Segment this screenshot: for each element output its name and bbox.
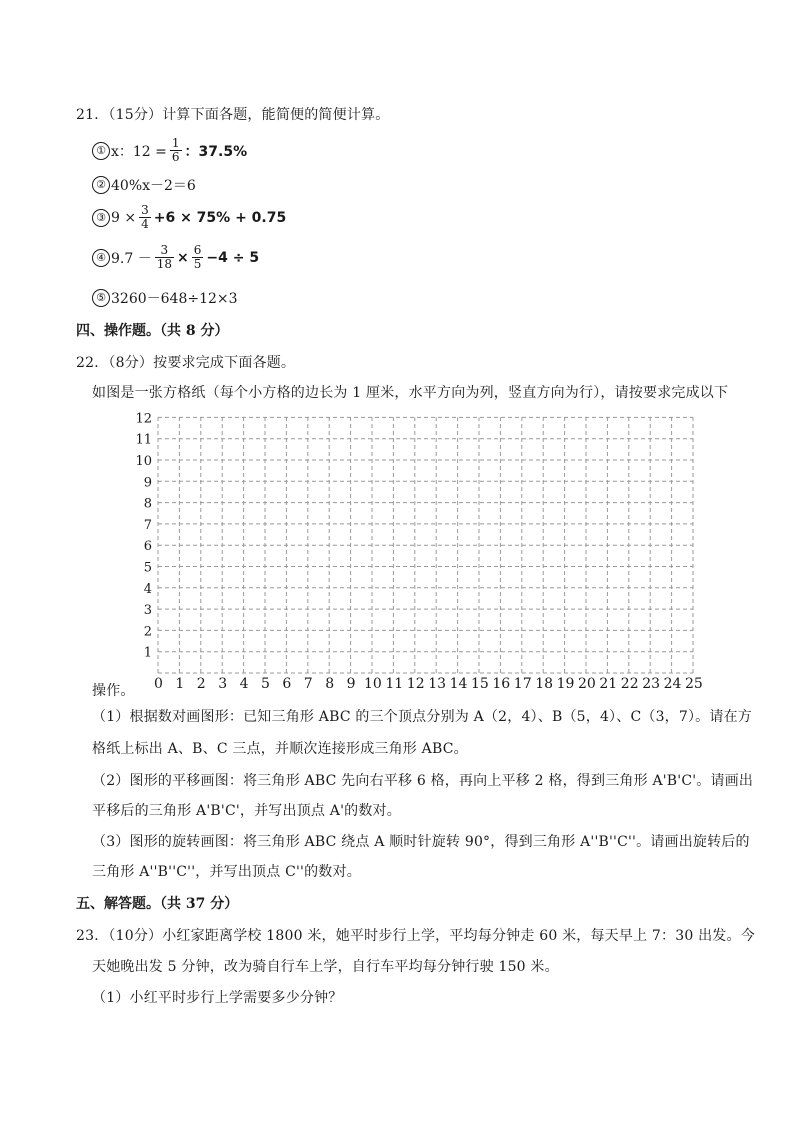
q22-part1-line1: （1）根据数对画图形：已知三角形 ABC 的三个顶点分别为 A（2，4）、B（5，4）、C（3，7）。请在方: [92, 709, 752, 725]
y-tick-label: 4: [143, 581, 152, 597]
x-tick-label: 16: [492, 676, 511, 692]
x-tick-label: 9: [346, 676, 356, 692]
frac-denominator: 4: [141, 217, 149, 231]
q23-line1: 23．（10分）小红家距离学校 1800 米，她平时步行上学，平均每分钟走 60 米，每天早上 7：30 出发。今: [76, 928, 755, 944]
expr-pre: x：12 =: [111, 143, 167, 160]
expr-text: 40%x－2＝6: [111, 178, 196, 194]
q22-part2-line1: （2）图形的平移画图：将三角形 ABC 先向右平移 6 格，再向上平移 2 格，得到三角形 A'B'C'。请画出: [92, 773, 754, 789]
x-tick-label: 13: [428, 676, 447, 692]
q23-subquestion-1: （1）小红平时步行上学需要多少分钟？: [92, 990, 343, 1006]
circled-number: ③: [92, 209, 110, 227]
expr-post: ：37.5%: [184, 143, 248, 160]
circled-number: ②: [92, 176, 110, 194]
frac-numerator: 3: [141, 203, 149, 217]
expr-post: −4 ÷ 5: [206, 249, 260, 266]
section-heading-5: 五、解答题。（共 37 分）: [76, 896, 239, 912]
y-tick-label: 10: [135, 454, 152, 469]
x-tick-label: 7: [303, 676, 313, 692]
fraction: [192, 244, 204, 271]
x-tick-label: 23: [642, 676, 661, 692]
q22-intro: 如图是一张方格纸（每个小方格的边长为 1 厘米，水平方向为列，竖直方向为行），请按要求完成以下: [92, 385, 729, 401]
fraction: [139, 204, 151, 231]
fraction: [170, 137, 182, 164]
y-tick-label: 3: [143, 603, 152, 619]
x-tick-label: 21: [599, 676, 618, 692]
q21-item-4: [92, 244, 259, 271]
x-tick-label: 4: [239, 676, 249, 692]
frac-denominator: 5: [193, 257, 202, 271]
expr-pre: 9.7 －: [111, 250, 152, 267]
expr-mid: ×: [177, 249, 189, 266]
y-tick-label: 2: [143, 624, 152, 640]
x-tick-label: 10: [364, 676, 382, 692]
frac-numerator: 3: [160, 243, 169, 257]
q21-item-2: [92, 175, 196, 195]
frac-numerator: 6: [193, 243, 202, 257]
x-tick-label: 12: [406, 676, 425, 692]
x-tick-label: 3: [218, 676, 228, 692]
q21-item-1: [92, 137, 247, 164]
x-tick-label: 6: [282, 676, 292, 692]
q23-line2: 天她晚出发 5 分钟，改为骑自行车上学，自行车平均每分钟行驶 150 米。: [92, 959, 559, 975]
x-tick-label: 14: [449, 676, 468, 692]
coordinate-grid: [130, 405, 700, 675]
circled-number: ④: [92, 249, 110, 267]
q22-part1-line2: 格纸上标出 A、B、C 三点，并顺次连接形成三角形 ABC。: [92, 741, 468, 757]
x-tick-label: 2: [196, 676, 206, 692]
expr-post: +6 × 75% + 0.75: [153, 209, 287, 226]
frac-denominator: 18: [156, 257, 172, 271]
q22-intro-trail: 操作。: [92, 683, 135, 699]
q21-heading: 21．（15分）计算下面各题，能简便的简便计算。: [76, 107, 390, 123]
x-tick-label: 15: [471, 676, 489, 692]
expr-text: 3260－648÷12×3: [111, 291, 238, 307]
frac-denominator: 6: [171, 150, 180, 164]
x-tick-label: 1: [175, 676, 185, 692]
x-tick-label: 20: [578, 676, 596, 692]
q21-item-5: [92, 288, 238, 308]
x-tick-label: 17: [513, 676, 532, 692]
q22-part3-line2: 三角形 A''B''C''，并写出顶点 C''的数对。: [92, 864, 361, 880]
y-tick-label: 11: [135, 432, 152, 448]
y-tick-label: 7: [143, 517, 152, 533]
fraction: [155, 244, 174, 271]
x-tick-label: 0: [154, 676, 163, 692]
y-tick-label: 1: [143, 645, 152, 661]
x-tick-label: 24: [663, 676, 682, 692]
y-tick-label: 5: [143, 560, 152, 576]
y-tick-label: 6: [143, 539, 152, 555]
x-tick-label: 25: [685, 676, 703, 692]
circled-number: ①: [92, 142, 110, 160]
y-tick-label: 12: [135, 411, 152, 427]
section-heading-4: 四、操作题。（共 8 分）: [76, 323, 229, 339]
frac-numerator: 1: [171, 136, 180, 150]
q22-heading: 22．（8分）按要求完成下面各题。: [76, 355, 296, 371]
q22-part3-line1: （3）图形的旋转画图：将三角形 ABC 绕点 A 顺时针旋转 90°，得到三角形 A''B''C''。请画出旋转后的: [92, 834, 750, 850]
q22-part2-line2: 平移后的三角形 A'B'C'，并写出顶点 A'的数对。: [92, 803, 401, 819]
x-tick-label: 8: [325, 676, 335, 692]
circled-number: ⑤: [92, 289, 110, 307]
y-tick-label: 8: [143, 496, 152, 512]
x-tick-label: 18: [535, 676, 554, 692]
x-tick-label: 19: [556, 676, 575, 692]
x-tick-label: 22: [620, 676, 639, 692]
q21-item-3: [92, 204, 286, 231]
x-tick-label: 11: [385, 676, 404, 692]
x-tick-label: 5: [261, 676, 270, 692]
y-tick-label: 9: [143, 475, 152, 491]
expr-pre: 9 ×: [111, 209, 137, 226]
